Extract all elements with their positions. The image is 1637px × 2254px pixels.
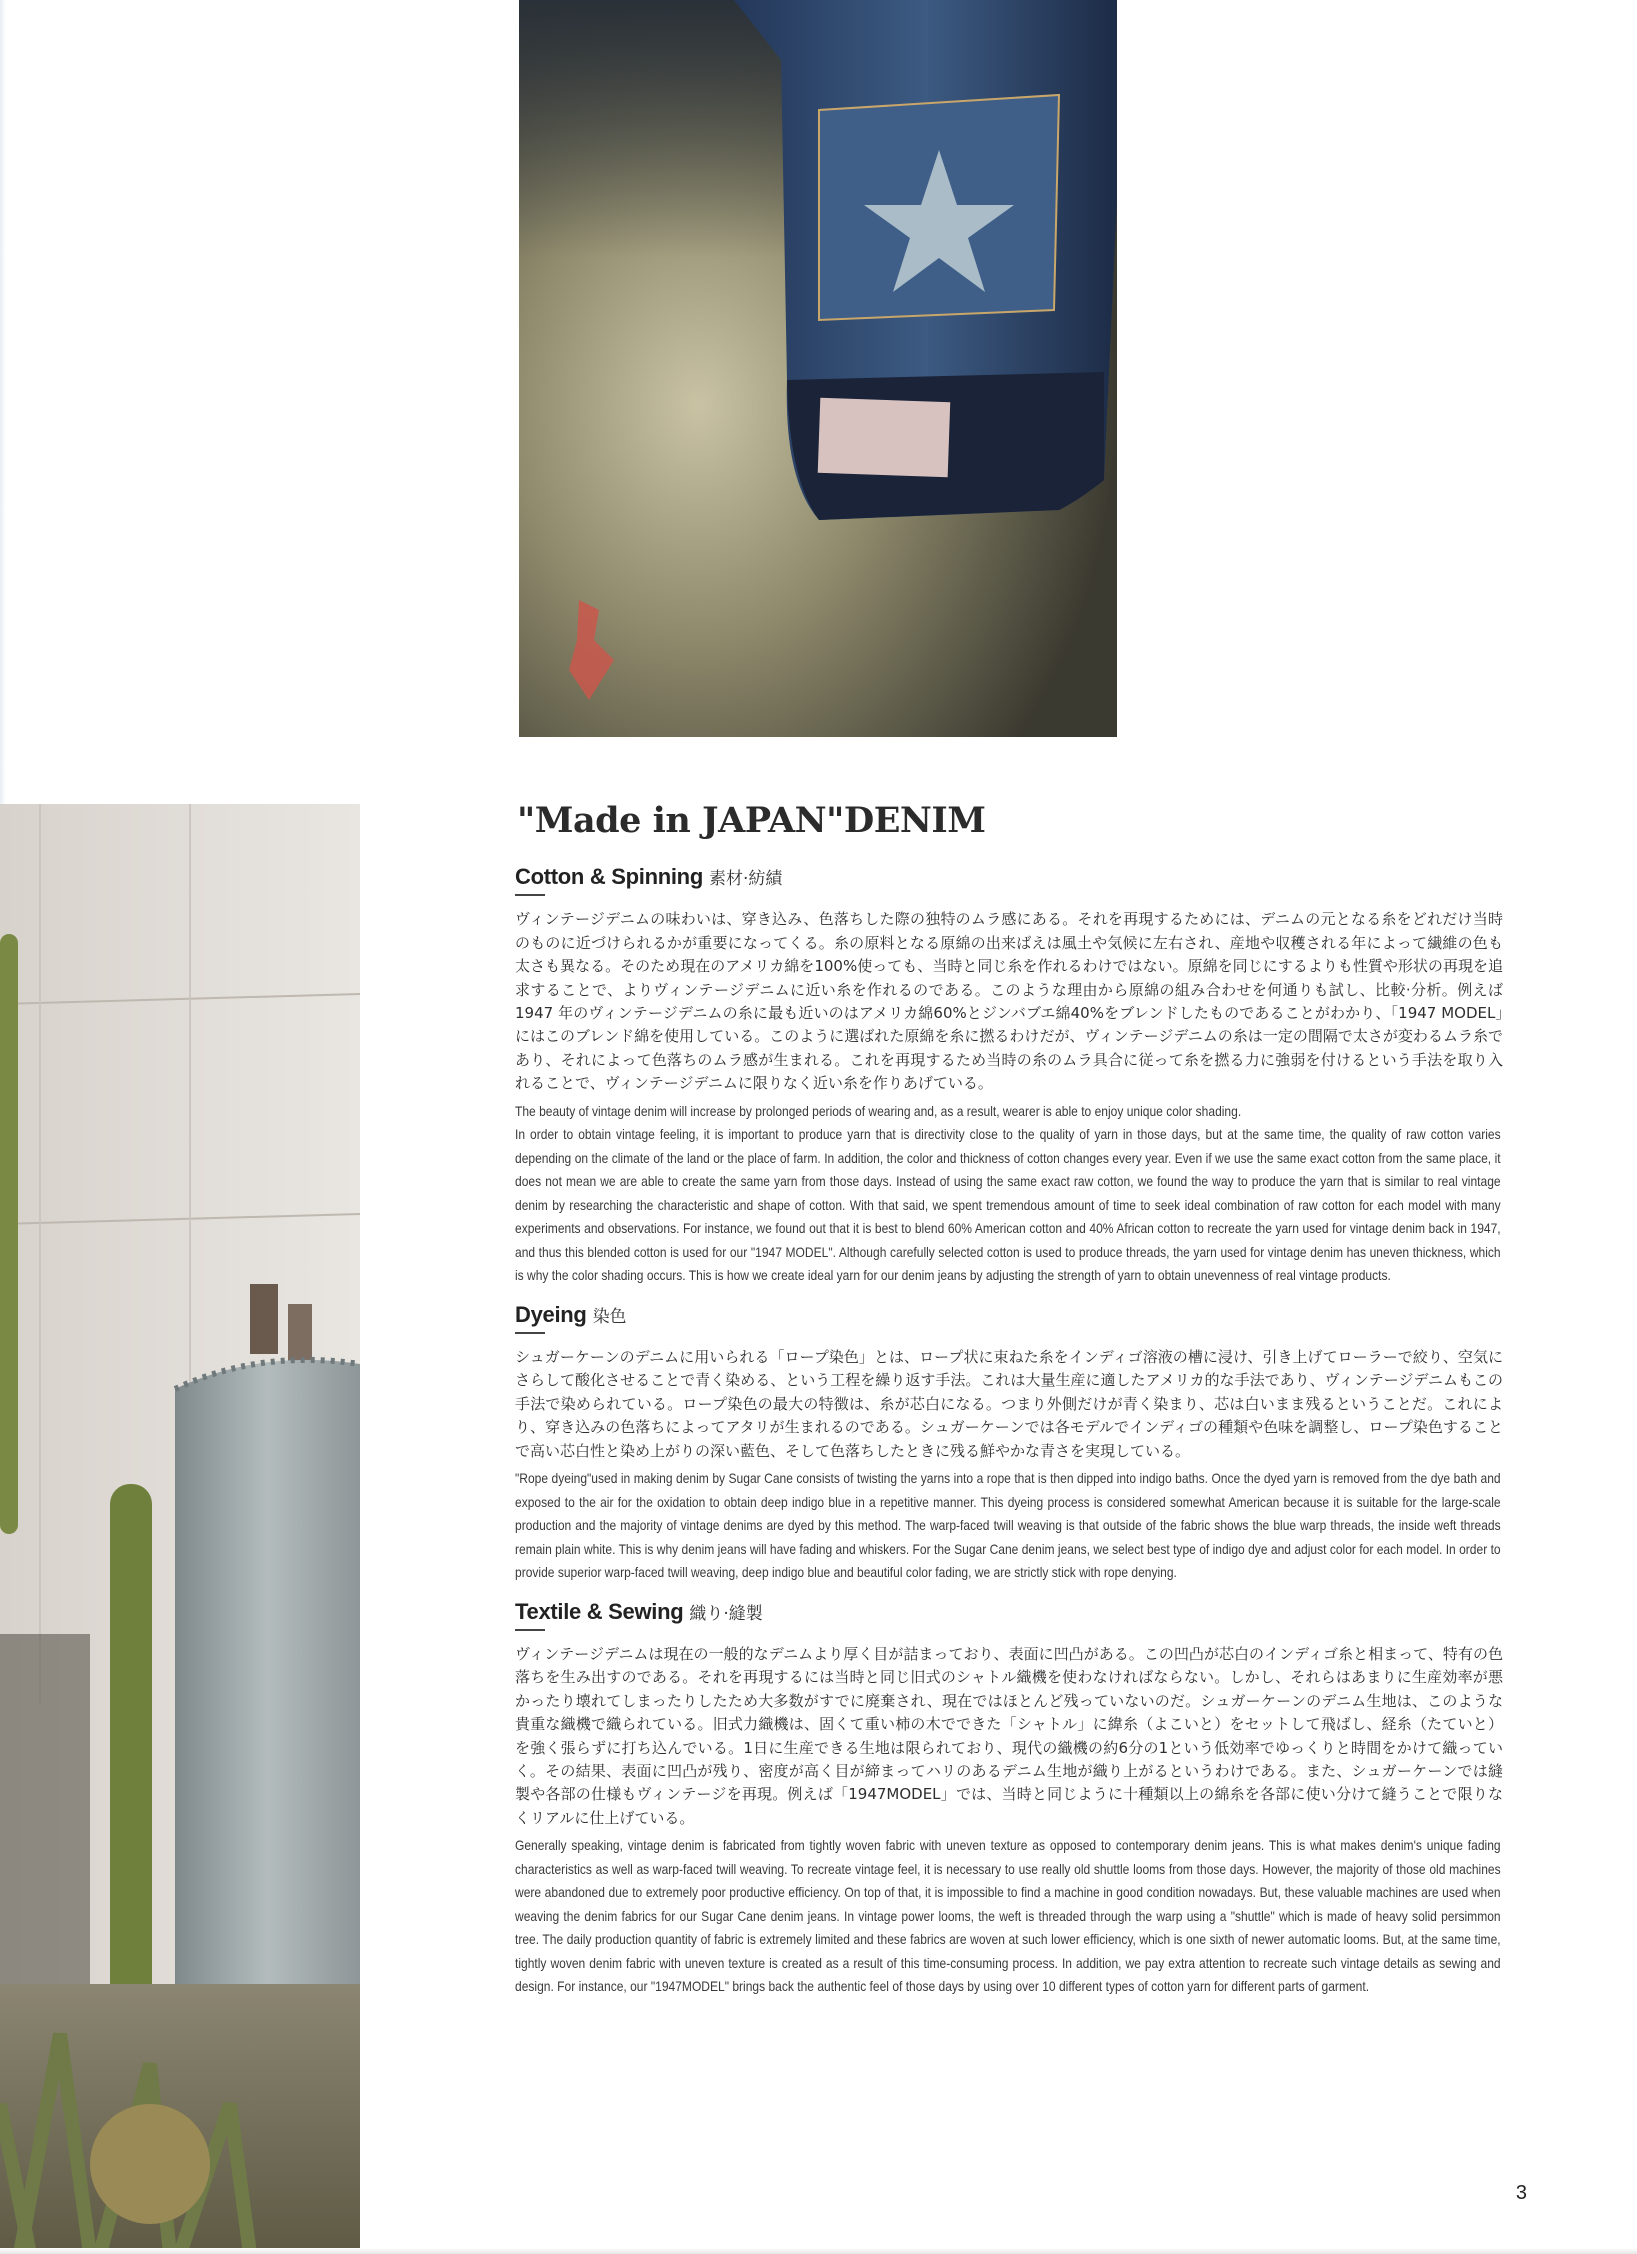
scan-bottom-edge [0, 2248, 1637, 2254]
section-heading [515, 1302, 1503, 1334]
english-text [515, 1834, 1501, 1999]
section-heading [515, 1599, 1503, 1631]
japanese-paragraph: シュガーケーンのデニムに用いられる「ロープ染色」とは、ロープ状に束ねた糸をインディゴ溶液の槽に浸け、引き上げてローラーで絞り、空気にさらして酸化させることで青く染める、という工程を繰り返す手法。これは大量生産に適したアメリカ的な手法であり、ヴィンテージデニムもこの手法で染められている。ロープ染色の最大の特徴は、糸が芯白になる。つまり外側だけが青く染まり、芯は白いまま残るということだ。これにより、穿き込みの色落ちによってアタリが生まれるのである。シュガーケーンでは各モデルでインディゴの種類や色味を調整し、ロープ染色することで高い芯白性と染め上がりの深い藍色、そして色落ちしたときに残る鮮やかな青さを実現している。 [515, 1348, 1503, 1460]
english-paragraph: In order to obtain vintage feeling, it is important to produce yarn that is directivity close to the quality of yarn in those days, but at the same time, the quality of raw cotton varies depending on the climate of the land or the place of farm. In addition, the color and thickness of cotton changes every year. Even if we use the same exact cotton from the same place, it does not mean we are able to create the same yarn from those days. Instead of using the same exact raw cotton, we found the way to produce the yarn that is similar to real vintage denim by researching the characteristic and shape of cotton. With that said, we spent tremendous amount of time to seek ideal combination of raw cotton for each model with many experiments and observations. For instance, we found out that it is best to blend 60% American cotton and 40% African cotton to recreate the yarn used for vintage denim back in 1947, and thus this blended cotton is used for our "1947 MODEL". Although carefully selected cotton is used to produce threads, the yarn used for vintage denim has uneven thickness, which is why the color shading occurs. This is how we create ideal yarn for our denim jeans by adjusting the strength of yarn to obtain unevenness of real vintage products. [515, 1126, 1501, 1284]
cactus-stem [110, 1484, 152, 2004]
section-subtitle: 織り·縫製 [689, 1603, 763, 1624]
section-dyeing [515, 1302, 1503, 1585]
section-rule [515, 894, 545, 896]
english-text [515, 1467, 1501, 1585]
article [515, 800, 1503, 2013]
article-title: "Made in JAPAN"DENIM [517, 800, 986, 841]
section-rule [515, 1629, 545, 1631]
section-cotton-spinning [515, 864, 1503, 1288]
denim-jeans-star-pocket-photo [519, 0, 1117, 737]
section-textile-sewing [515, 1599, 1503, 1999]
english-text [515, 1100, 1501, 1288]
page-number: 3 [1515, 2182, 1527, 2204]
section-heading [515, 864, 1503, 896]
barrel-cactus [90, 2104, 210, 2224]
pipe-valve [250, 1284, 278, 1354]
english-paragraph: "Rope dyeing"used in making denim by Sugar Cane consists of twisting the yarns into a rope that is then dipped into indigo baths. Once the dyed yarn is removed from the dye bath and exposed to the air for the oxidation to obtain deep indigo blue in a repetitive manner. This dyeing process is considered somewhat American because it is suitable for the large-scale production and the majority of vintage denims are dyed by this method. The warp-faced twill weaving is that outside of the fabric shows the blue warp threads, the inside weft threads remain plain white. This is why denim jeans will have fading and whiskers. For the Sugar Cane denim jeans, we select best type of indigo dye and adjust color for each model. In order to provide superior warp-faced twill weaving, deep indigo blue and beautiful color fading, we are strictly stick with rope denying. [515, 1470, 1501, 1581]
section-rule [515, 1332, 545, 1334]
cuff-selvedge-tag [818, 398, 951, 477]
japanese-paragraph: ヴィンテージデニムの味わいは、穿き込み、色落ちした際の独特のムラ感にある。それを再現するためには、デニムの元となる糸をどれだけ当時のものに近づけられるかが重要になってくる。糸の原料となる原綿の出来ばえは風土や気候に左右され、産地や収穫される年によって繊維の色も太さも異なる。そのため現在のアメリカ綿を100%使っても、当時と同じ糸を作れるわけではない。原綿を同じにするよりも性質や形状の再現を追求することで、よりヴィンテージデニムに近い糸を作れるのである。このような理由から原綿の組み合わせを何通りも試し、比較·分析。例えば1947 年のヴィンテージデニムの糸に最も近いのはアメリカ綿60%とジンバブエ綿40%をブレンドしたものであることがわかり、「1947 MODEL」にはこのブレンド綿を使用している。このように選ばれた原綿を糸に撚るわけだが、ヴィンテージデニムの糸は一定の間隔で太さが変わるムラ糸であり、それによって色落ちのムラ感が生まれる。これを再現するため当時の糸のムラ具合に従って糸を撚る力に強弱を付けるという手法を取り入れることで、ヴィンテージデニムに限りなく近い糸を作りあげている。 [515, 910, 1503, 1093]
water-tank-and-cactus-photo [0, 804, 360, 2254]
japanese-paragraph: ヴィンテージデニムは現在の一般的なデニムより厚く目が詰まっており、表面に凹凸がある。この凹凸が芯白のインディゴ糸と相まって、特有の色落ちを生み出すのである。それを再現するには当時と同じ旧式のシャトル織機を使わなければならない。しかし、それらはあまりに生産効率が悪かったり壊れてしまったりしたため大多数がすでに廃棄され、現在ではほとんど残っていないのだ。シュガーケーンのデニム生地は、このような貴重な織機で織られている。旧式力織機は、固くて重い柿の木でできた「シャトル」に緯糸（よこいと）をセットして飛ばし、経糸（たていと）を強く張らずに打ち込んでいる。1日に生産できる生地は限られており、現代の織機の約6分の1という低効率でゆっくりと時間をかけて織っていく。その結果、表面に凹凸が残り、密度が高く目が締まってハリのあるデニム生地が織り上がるというわけである。また、シュガーケーンでは縫製や各部の仕様もヴィンテージを再現。例えば「1947MODEL」では、当時と同じように十種類以上の綿糸を各部に使い分けて縫うことで限りなくリアルに仕上げている。 [515, 1644, 1503, 1827]
english-paragraph: The beauty of vintage denim will increase by prolonged periods of wearing and, as a result, wearer is able to enjoy unique color shading. [515, 1102, 1242, 1119]
section-title: Textile & Sewing [515, 1598, 684, 1624]
section-title: Cotton & Spinning [515, 864, 703, 889]
english-paragraph: Generally speaking, vintage denim is fabricated from tightly woven fabric with uneven texture as opposed to contemporary denim jeans. This is what makes denim's unique fading characteristics as well as warp-faced twill weaving. To recreate vintage feel, it is necessary to use really old shuttle looms from those days. However, the majority of those old machines were abandoned due to extremely poor productive efficiency. On top of that, it is impossible to find a machine in good condition nowadays. But, these valuable machines are used when weaving the denim fabrics for our Sugar Cane denim jeans. In vintage power looms, the weft is threaded through the warp using a "shuttle" which is made of heavy solid persimmon tree. The daily production quantity of fabric is extremely limited and these fabrics are woven at such lower efficiency, which is one sixth of newer automatic looms. But, at the same time, tightly woven denim fabric with uneven texture is created as a result of this time-consuming process. In addition, we pay extra attention to recreate such vintage details as sewing and design. For instance, our "1947MODEL" brings back the authentic feel of those days by using over 10 different types of cotton yarn for different parts of garment. [515, 1837, 1501, 1995]
section-subtitle: 素材·紡績 [708, 869, 783, 889]
section-title: Dyeing [515, 1301, 587, 1327]
section-subtitle: 染色 [592, 1306, 627, 1327]
